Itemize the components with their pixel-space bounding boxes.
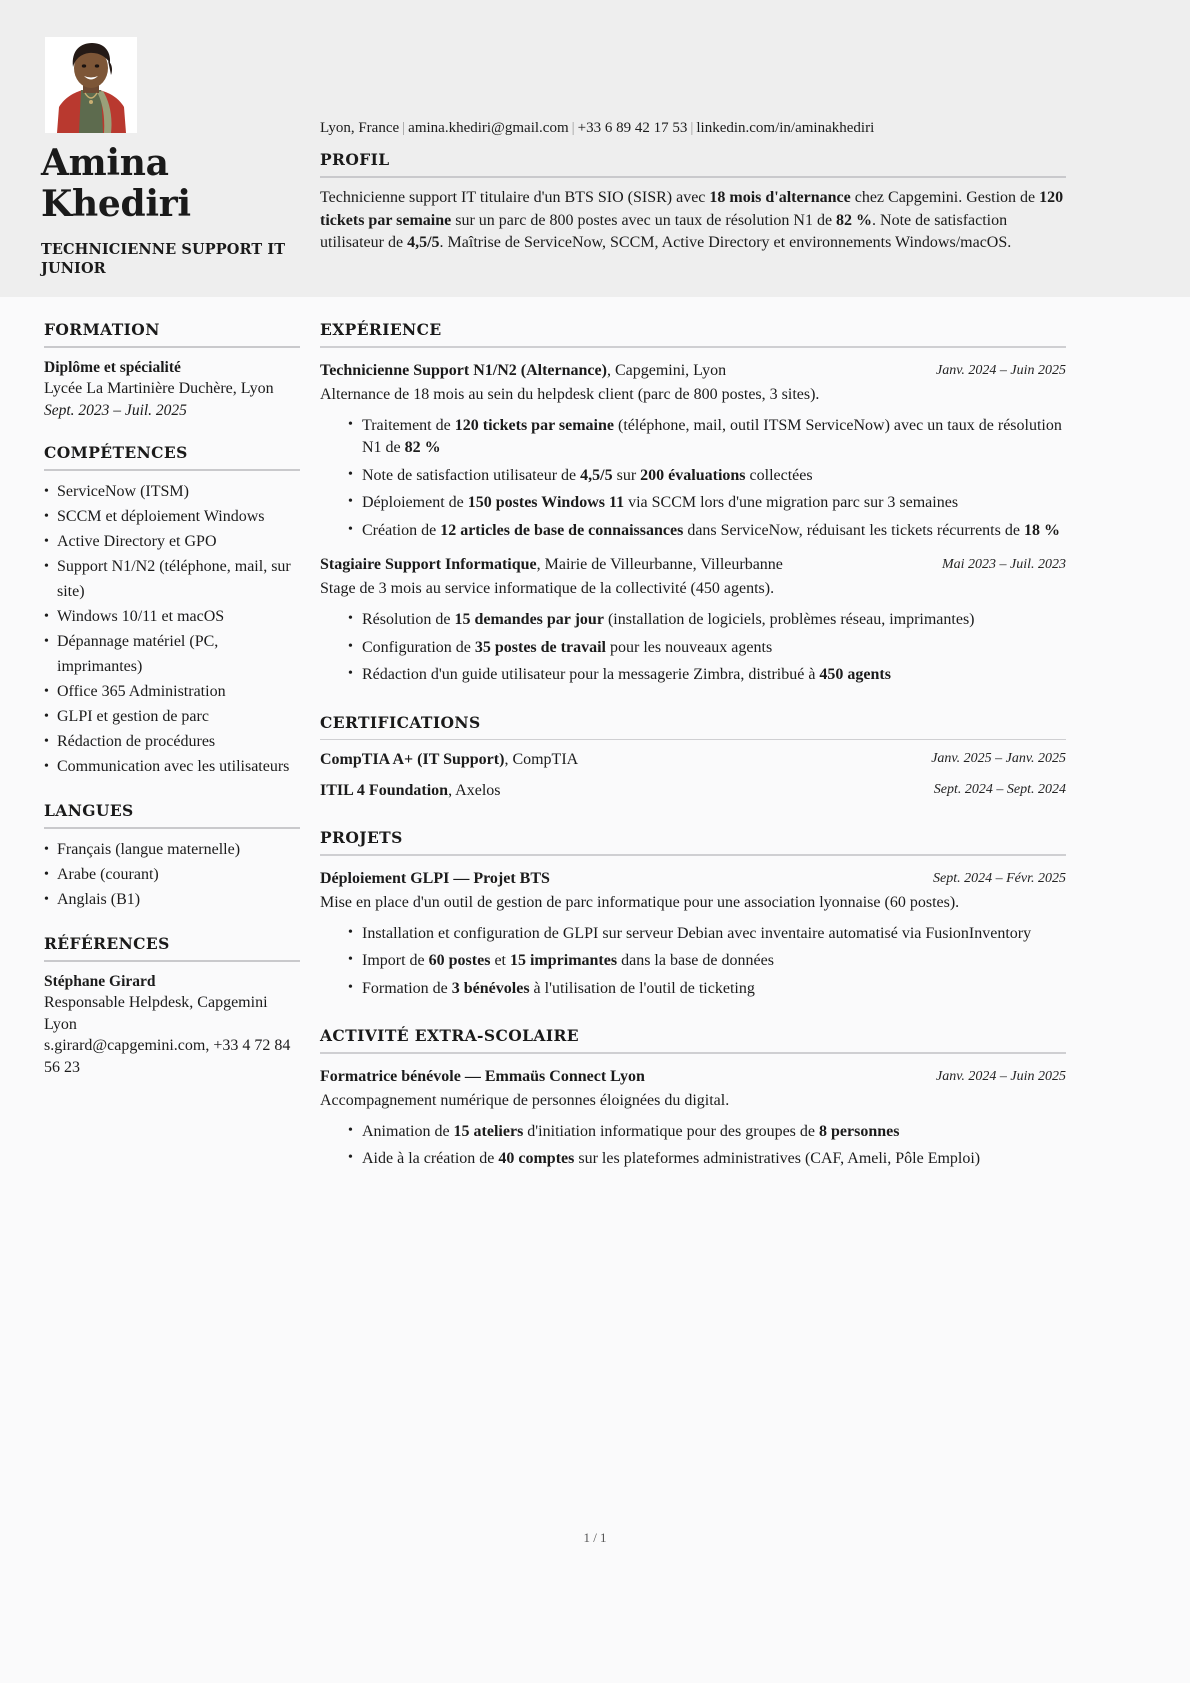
body-text: sur les plateformes administratives (CAF, Ameli, Pôle Emploi) <box>574 1150 981 1168</box>
list-item <box>348 1121 1066 1144</box>
list-item: • Active Directory et GPO <box>44 529 300 554</box>
contact-location: Lyon, France <box>320 120 400 136</box>
entry-bullets <box>320 415 1066 543</box>
sidebar-section-references <box>44 934 300 1078</box>
section-projets <box>320 828 1066 1000</box>
list-item: • Rédaction de procédures <box>44 729 300 754</box>
section-heading-projets: PROJETS <box>320 828 403 848</box>
entry <box>320 360 1066 543</box>
certification-date: Janv. 2025 – Janv. 2025 <box>931 751 1066 767</box>
section-activite-extra-scolaire <box>320 1026 1066 1171</box>
highlight-text: 15 imprimantes <box>509 952 618 970</box>
list-item: • Arabe (courant) <box>44 862 300 887</box>
body-text: Création de <box>362 521 441 539</box>
entry-date: Janv. 2024 – Juin 2025 <box>936 1068 1066 1084</box>
entry-date: Sept. 2024 – Févr. 2025 <box>933 870 1066 886</box>
divider <box>44 960 300 962</box>
certification-date: Sept. 2024 – Sept. 2024 <box>933 782 1066 798</box>
section-heading-profil: PROFIL <box>320 150 390 169</box>
contact-line <box>320 118 874 138</box>
body-text: Configuration de <box>362 638 475 656</box>
entry <box>320 868 1066 1001</box>
body-text: sur <box>612 466 641 484</box>
body-text: chez Capgemini. Gestion de <box>850 189 1040 206</box>
page-title <box>41 143 291 225</box>
body-text: Rédaction d'un guide utilisateur pour la messagerie Zimbra, distribué à <box>362 666 820 684</box>
body-text: (téléphone, mail, outil ITSM ServiceNow) avec un taux de résolution N1 de <box>362 416 1062 457</box>
entry-bullets <box>320 609 1066 687</box>
entry <box>320 1066 1066 1171</box>
entry-title: Stagiaire Support Informatique <box>320 556 537 574</box>
sidebar <box>44 320 300 1100</box>
list-item <box>348 415 1066 460</box>
body-text: via SCCM lors d'une migration parc sur 3 semaines <box>624 494 959 512</box>
list-item <box>348 923 1066 946</box>
highlight-text: 120 tickets par semaine <box>454 416 614 434</box>
highlight-text: 82 % <box>404 439 441 457</box>
last-name: Khediri <box>41 183 191 225</box>
highlight-text: 120 tickets par semaine <box>320 189 1064 229</box>
divider <box>320 739 1066 741</box>
entry <box>320 554 1066 687</box>
contact-separator: | <box>402 120 406 136</box>
list-item: • SCCM et déploiement Windows <box>44 504 300 529</box>
formation-dates: Sept. 2023 – Juil. 2025 <box>44 401 187 419</box>
footer <box>0 1530 1190 1546</box>
page-indicator: 1 / 1 <box>583 1530 607 1545</box>
section-heading-experience: EXPÉRIENCE <box>320 320 442 339</box>
certification-issuer: , Axelos <box>448 782 501 800</box>
job-title: TECHNICIENNE SUPPORT IT JUNIOR <box>41 241 286 277</box>
entry-title: Formatrice bénévole — Emmaüs Connect Lyon <box>320 1067 645 1085</box>
divider <box>320 346 1066 348</box>
experience-entries <box>320 360 1066 687</box>
body-text: Installation et configuration de GLPI sur serveur Debian avec inventaire automatisé via FusionInventory <box>362 924 1032 942</box>
entry-description: Mise en place d'un outil de gestion de parc informatique pour une association lyonnaise (60 postes). <box>320 893 960 911</box>
projets-entries <box>320 868 1066 1001</box>
contact-email[interactable]: amina.khediri@gmail.com <box>408 120 569 136</box>
entry-title: Déploiement GLPI — Projet BTS <box>320 869 550 887</box>
highlight-text: 18 mois d'alternance <box>709 189 851 206</box>
main-content <box>320 320 1066 1197</box>
competences-list <box>44 479 300 779</box>
avatar <box>45 37 137 133</box>
certification-row <box>320 779 1066 802</box>
list-item <box>348 664 1066 687</box>
section-heading-extra: ACTIVITÉ EXTRA-SCOLAIRE <box>320 1026 579 1046</box>
contact-separator: | <box>690 120 694 136</box>
divider <box>320 176 1066 178</box>
first-name: Amina <box>41 142 169 184</box>
body-text: d'initiation informatique pour des groupes de <box>523 1122 820 1140</box>
highlight-text: 15 demandes par jour <box>454 611 604 629</box>
certification-title: ITIL 4 Foundation <box>320 782 449 800</box>
list-item <box>348 520 1066 543</box>
body-text: à l'utilisation de l'outil de ticketing <box>529 979 755 997</box>
entry-date: Mai 2023 – Juil. 2023 <box>941 557 1066 573</box>
list-item: • Français (langue maternelle) <box>44 837 300 862</box>
section-heading-competences: COMPÉTENCES <box>44 443 188 462</box>
section-heading-certifications: CERTIFICATIONS <box>320 712 481 732</box>
body-text: Résolution de <box>362 611 455 629</box>
reference-role: Responsable Helpdesk, Capgemini Lyon <box>44 994 268 1033</box>
body-text: (installation de logiciels, problèmes réseau, imprimantes) <box>603 611 975 629</box>
entry-description: Accompagnement numérique de personnes éloignées du digital. <box>320 1091 730 1109</box>
highlight-text: 4,5/5 <box>407 234 440 251</box>
section-certifications <box>320 713 1066 803</box>
section-profil <box>320 150 1066 255</box>
list-item: • Support N1/N2 (téléphone, mail, sur site) <box>44 554 300 604</box>
entry-bullets <box>320 1121 1066 1171</box>
divider <box>320 1052 1066 1054</box>
highlight-text: 35 postes de travail <box>474 638 606 656</box>
list-item <box>348 978 1066 1001</box>
list-item <box>348 465 1066 488</box>
sidebar-section-formation <box>44 320 300 421</box>
section-heading-references: RÉFÉRENCES <box>44 934 170 953</box>
highlight-text: 4,5/5 <box>580 466 613 484</box>
body-text: Technicienne support IT titulaire d'un BTS SIO (SISR) avec <box>320 189 710 206</box>
body-text: dans la base de données <box>617 952 774 970</box>
body-text: Aide à la création de <box>362 1150 499 1168</box>
body-text: . Note de satisfaction utilisateur de <box>320 211 1008 251</box>
body-text: sur un parc de 800 postes avec un taux de résolution N1 de <box>451 211 837 229</box>
contact-phone[interactable]: +33 6 89 42 17 53 <box>577 120 688 136</box>
list-item: • GLPI et gestion de parc <box>44 704 300 729</box>
list-item <box>348 637 1066 660</box>
body-text: Animation de <box>362 1122 454 1140</box>
body-text: et <box>490 952 510 970</box>
reference-contact[interactable]: s.girard@capgemini.com, +33 4 72 84 56 23 <box>44 1037 291 1076</box>
highlight-text: 8 personnes <box>819 1122 900 1140</box>
certification-row <box>320 748 1066 771</box>
entry-description: Stage de 3 mois au service informatique de la collectivité (450 agents). <box>320 580 775 598</box>
profile-text <box>320 187 1066 255</box>
reference-name: Stéphane Girard <box>44 973 156 990</box>
list-item: • Anglais (B1) <box>44 887 300 912</box>
highlight-text: 450 agents <box>819 666 891 684</box>
divider <box>44 827 300 829</box>
list-item: • Dépannage matériel (PC, imprimantes) <box>44 629 300 679</box>
highlight-text: 150 postes Windows 11 <box>467 494 625 512</box>
body-text: Formation de <box>362 979 452 997</box>
body-text: collectées <box>745 466 813 484</box>
divider <box>44 469 300 471</box>
list-item: • Windows 10/11 et macOS <box>44 604 300 629</box>
highlight-text: 12 articles de base de connaissances <box>440 521 684 539</box>
highlight-text: 18 % <box>1023 521 1060 539</box>
sidebar-section-langues <box>44 801 300 912</box>
formation-degree: Diplôme et spécialité <box>44 359 181 376</box>
certification-rows <box>320 748 1066 802</box>
entry-organisation: , Capgemini, Lyon <box>606 361 727 379</box>
section-heading-formation: FORMATION <box>44 320 160 339</box>
body-text: Note de satisfaction utilisateur de <box>362 466 581 484</box>
certification-issuer: , CompTIA <box>504 751 579 769</box>
section-heading-langues: LANGUES <box>44 801 134 820</box>
list-item: • ServiceNow (ITSM) <box>44 479 300 504</box>
highlight-text: 3 bénévoles <box>451 979 530 997</box>
highlight-text: 40 comptes <box>498 1150 575 1168</box>
list-item: • Office 365 Administration <box>44 679 300 704</box>
extra-entries <box>320 1066 1066 1171</box>
formation-school: Lycée La Martinière Duchère, Lyon <box>44 380 274 397</box>
divider <box>320 854 1066 856</box>
list-item <box>348 609 1066 632</box>
sidebar-section-competences <box>44 443 300 779</box>
entry-description: Alternance de 18 mois au sein du helpdesk client (parc de 800 postes, 3 sites). <box>320 385 820 403</box>
list-item <box>348 492 1066 515</box>
highlight-text: 82 % <box>836 211 873 229</box>
langues-list <box>44 837 300 912</box>
body-text: pour les nouveaux agents <box>605 638 773 656</box>
section-experience <box>320 320 1066 687</box>
list-item <box>348 1148 1066 1171</box>
entry-date: Janv. 2024 – Juin 2025 <box>936 362 1066 378</box>
entry-title: Technicienne Support N1/N2 (Alternance) <box>320 361 607 379</box>
contact-linkedin[interactable]: linkedin.com/in/aminakhediri <box>696 120 875 136</box>
highlight-text: 200 évaluations <box>640 466 746 484</box>
body-text: Traitement de <box>362 416 455 434</box>
entry-organisation: , Mairie de Villeurbanne, Villeurbanne <box>536 556 783 574</box>
highlight-text: 60 postes <box>428 952 491 970</box>
entry-bullets <box>320 923 1066 1001</box>
certification-title: CompTIA A+ (IT Support) <box>320 751 505 769</box>
body-text: . Maîtrise de ServiceNow, SCCM, Active Directory et environnements Windows/macOS. <box>439 234 1012 251</box>
body-text: dans ServiceNow, réduisant les tickets récurrents de <box>683 521 1024 539</box>
highlight-text: 15 ateliers <box>453 1122 524 1140</box>
list-item <box>348 950 1066 973</box>
list-item: • Communication avec les utilisateurs <box>44 754 300 779</box>
body-text: Import de <box>362 952 429 970</box>
divider <box>44 346 300 348</box>
contact-separator: | <box>571 120 575 136</box>
body-text: Déploiement de <box>362 494 468 512</box>
